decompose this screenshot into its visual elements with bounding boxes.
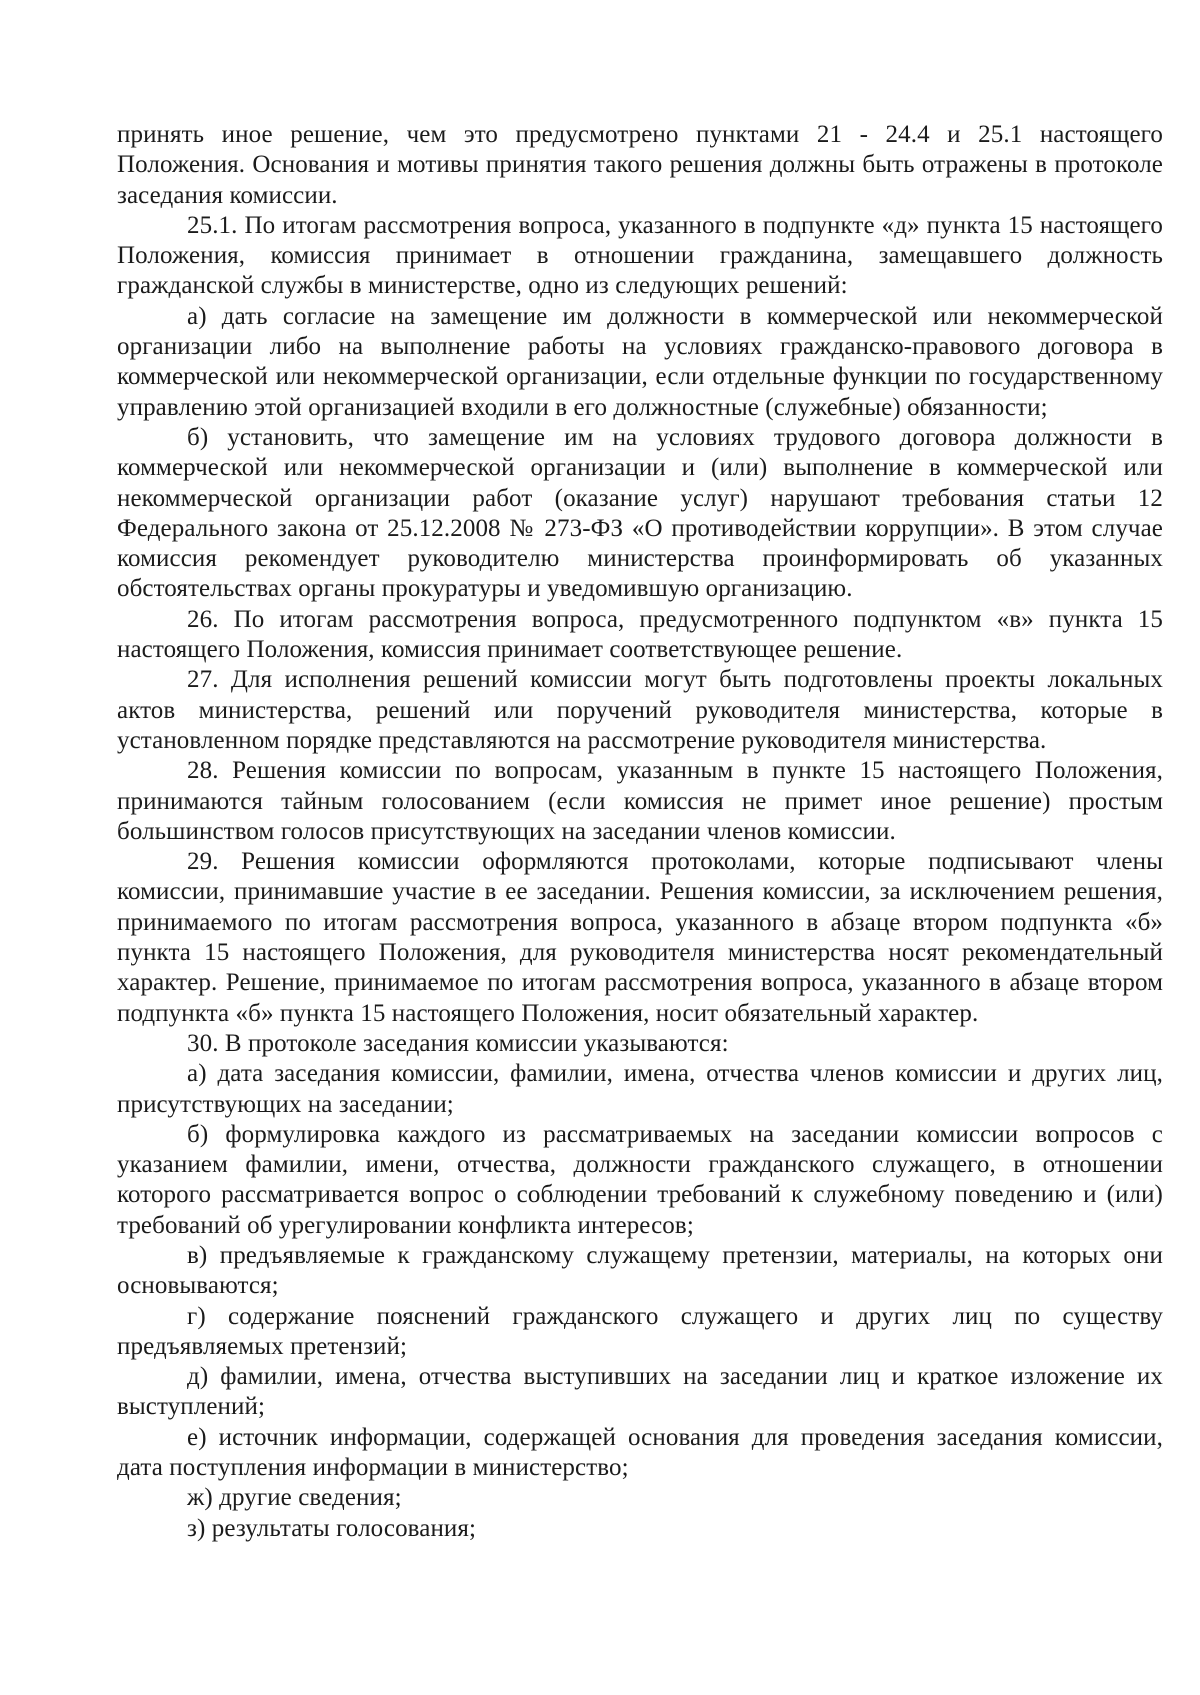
- paragraph-30-z: з) результаты голосования;: [187, 1514, 477, 1542]
- paragraph-continuation: принять иное решение, чем это предусмотрено пунктами 21 - 24.4 и 25.1 настоящего Положения. Основания и мотивы принятия такого решения должны быть отражены в протоколе заседания комиссии.: [117, 121, 1163, 209]
- paragraph-25-1-b: б) установить, что замещение им на условиях трудового договора должности в коммерческой или некоммерческой организации и (или) выполнение в коммерческой или некоммерческой организации работ (оказание услуг) нарушают требования статьи 12 Федерального закона от 25.12.2008 № 273-ФЗ «О противодействии коррупции». В этом случае комиссия рекомендует руководителю министерства проинформировать об указанных обстоятельствах органы прокуратуры и уведомившую организацию.: [117, 423, 1163, 603]
- paragraph-30-zh: ж) другие сведения;: [187, 1484, 402, 1512]
- document-body: [117, 120, 1163, 1544]
- paragraph-26: 26. По итогам рассмотрения вопроса, предусмотренного подпунктом «в» пункта 15 настоящего Положения, комиссия принимает соответствующее решение.: [117, 605, 1163, 664]
- paragraph-30: 30. В протоколе заседания комиссии указываются:: [187, 1029, 729, 1057]
- paragraph-30-g: г) содержание пояснений гражданского служащего и других лиц по существу предъявляемых претензий;: [117, 1302, 1163, 1360]
- paragraph-25-1: 25.1. По итогам рассмотрения вопроса, указанного в подпункте «д» пункта 15 настоящего Положения, комиссия принимает в отношении гражданина, замещавшего должность гражданской службы в министерстве, одно из следующих решений:: [117, 211, 1163, 300]
- paragraph-29: 29. Решения комиссии оформляются протоколами, которые подписывают члены комиссии, принимавшие участие в ее заседании. Решения комиссии, за исключением решения, принимаемого по итогам рассмотрения вопроса, указанного в абзаце втором подпункта «б» пункта 15 настоящего Положения, для руководителя министерства носят рекомендательный характер. Решение, принимаемое по итогам рассмотрения вопроса, указанного в абзаце втором подпункта «б» пункта 15 настоящего Положения, носит обязательный характер.: [117, 848, 1163, 1027]
- paragraph-25-1-a: а) дать согласие на замещение им должности в коммерческой или некоммерческой организации либо на выполнение работы на условиях гражданско-правового договора в коммерческой или некоммерческой организации, если отдельные функции по государственному управлению этой организацией входили в его должностные (служебные) обязанности;: [117, 302, 1163, 421]
- paragraph-30-b: б) формулировка каждого из рассматриваемых на заседании комиссии вопросов с указанием фамилии, имени, отчества, должности гражданского служащего, в отношении которого рассматривается вопрос о соблюдении требований к служебному поведению и (или) требований об урегулировании конфликта интересов;: [117, 1120, 1163, 1239]
- paragraph-30-a: а) дата заседания комиссии, фамилии, имена, отчества членов комиссии и других лиц, присутствующих на заседании;: [117, 1060, 1163, 1118]
- paragraph-27: 27. Для исполнения решений комиссии могут быть подготовлены проекты локальных актов министерства, решений или поручений руководителя министерства, которые в установленном порядке представляются на рассмотрение руководителя министерства.: [117, 666, 1163, 754]
- paragraph-30-v: в) предъявляемые к гражданскому служащему претензии, материалы, на которых они основываются;: [117, 1241, 1163, 1300]
- paragraph-28: 28. Решения комиссии по вопросам, указанным в пункте 15 настоящего Положения, принимаются тайным голосованием (если комиссия не примет иное решение) простым большинством голосов присутствующих на заседании членов комиссии.: [117, 757, 1163, 845]
- paragraph-30-d: д) фамилии, имена, отчества выступивших на заседании лиц и краткое изложение их выступлений;: [117, 1363, 1163, 1421]
- paragraph-30-e: е) источник информации, содержащей основания для проведения заседания комиссии, дата поступления информации в министерство;: [117, 1423, 1163, 1482]
